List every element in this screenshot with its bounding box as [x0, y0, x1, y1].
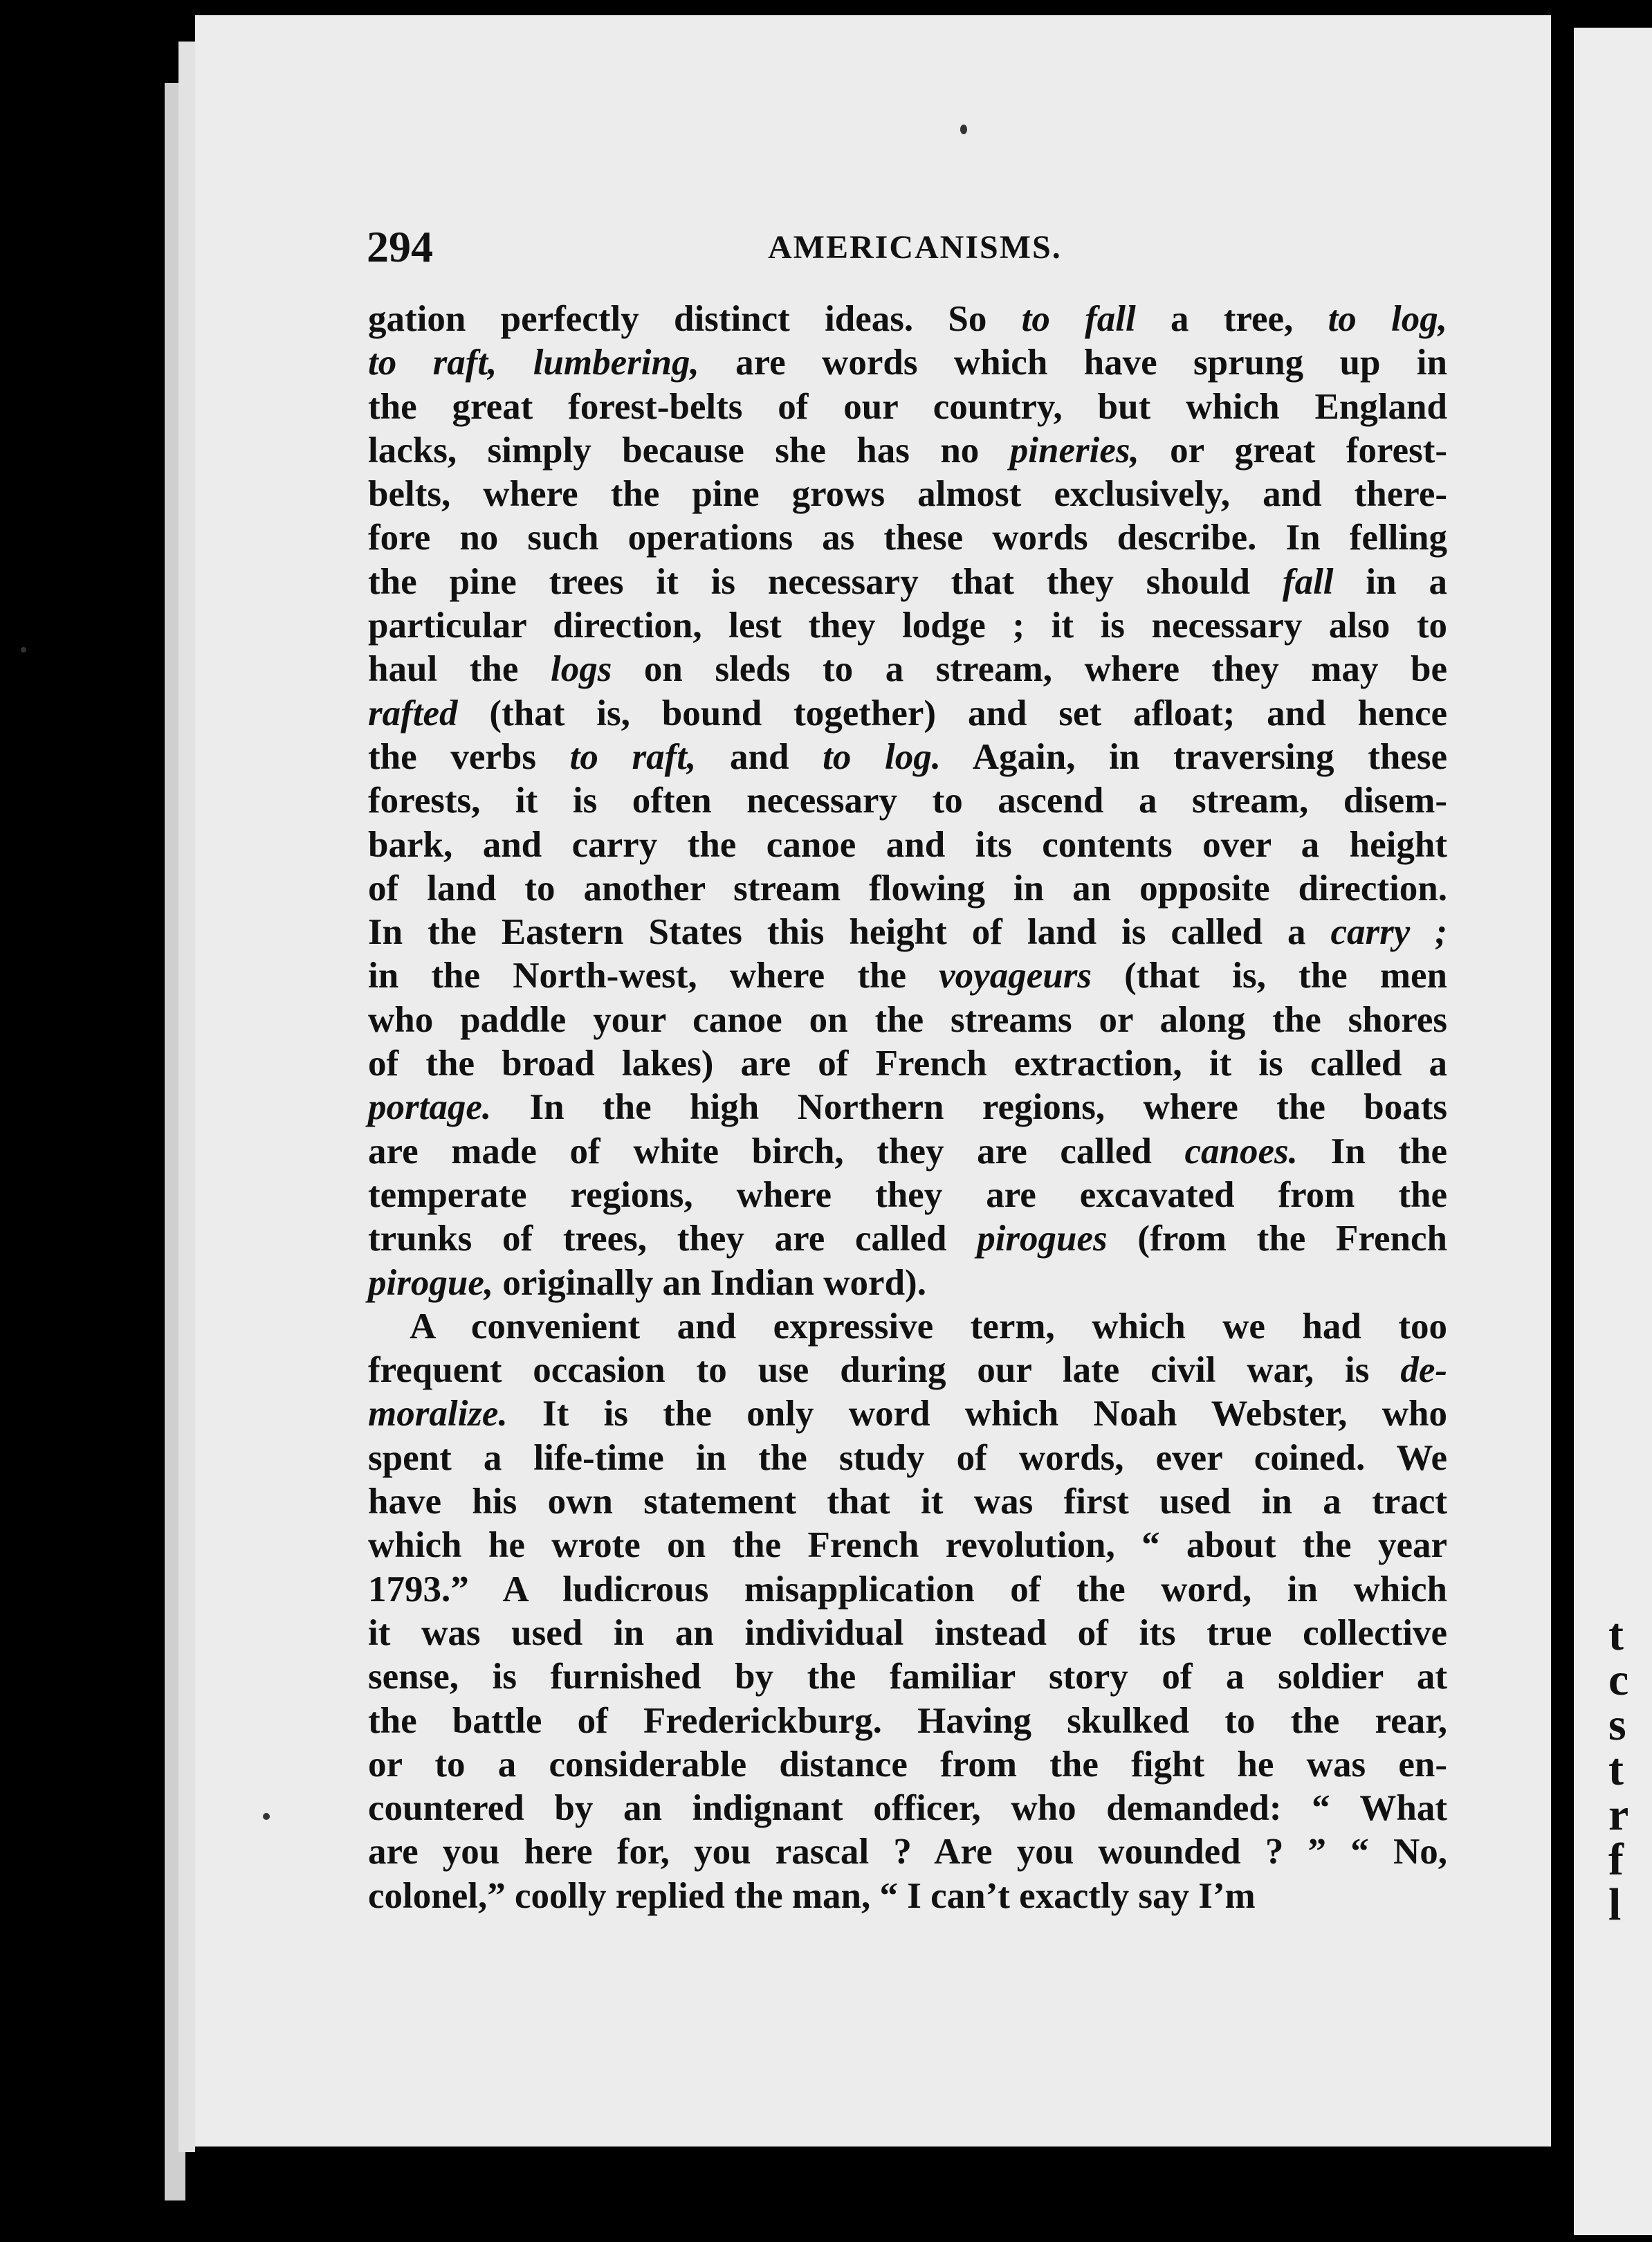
italic-term: to fall — [1021, 299, 1136, 339]
text-run: lacks, simply because she has no — [368, 430, 1010, 471]
text-run: who paddle your canoe on the streams or along the shores — [368, 999, 1447, 1040]
text-line — [368, 298, 1447, 341]
text-run: the great forest-belts of our country, but which England — [368, 386, 1447, 427]
running-head — [367, 221, 1474, 270]
text-run: Again, in traversing these — [940, 736, 1447, 777]
text-run: frequent occasion to use during our late civil war, is — [368, 1350, 1401, 1391]
facing-page-fragment: l — [1608, 1879, 1622, 1930]
text-run: in a — [1333, 561, 1447, 602]
text-run: of the broad lakes) are of French extraction, it is called a — [368, 1043, 1447, 1084]
running-title: AMERICANISMS. — [768, 229, 1062, 266]
text-line — [368, 1699, 1447, 1743]
text-run: particular direction, lest they lodge ; it is necessary also to — [368, 605, 1447, 646]
italic-term: pineries, — [1009, 430, 1139, 471]
text-run: In the — [1297, 1131, 1447, 1172]
text-run: or to a considerable distance from the fight he was en- — [368, 1744, 1447, 1785]
text-run: which he wrote on the French revolution, “ about the year — [368, 1525, 1447, 1566]
text-run: spent a life-time in the study of words, ever coined. We — [368, 1437, 1447, 1478]
text-line — [368, 823, 1447, 867]
italic-term: pirogues — [977, 1219, 1108, 1259]
text-run: and — [696, 736, 823, 777]
text-run: the battle of Frederickburg. Having skulked to the rear, — [368, 1700, 1447, 1741]
text-run: It is the only word which Noah Webster, who — [507, 1394, 1447, 1434]
text-line — [368, 779, 1447, 823]
text-line — [368, 954, 1447, 998]
page-number: 294 — [367, 222, 433, 271]
text-line — [368, 1655, 1447, 1699]
text-run: trunks of trees, they are called — [368, 1219, 978, 1259]
ink-speck — [263, 1813, 270, 1820]
italic-term: pirogue, — [368, 1262, 494, 1303]
facing-page-fragment: c — [1608, 1655, 1629, 1705]
italic-term: to raft, lumbering, — [368, 343, 699, 383]
text-line — [368, 1437, 1447, 1480]
text-line — [368, 692, 1447, 736]
text-run: fore no such operations as these words describe. In felling — [368, 518, 1447, 558]
italic-term: fall — [1282, 561, 1334, 602]
text-line — [368, 1349, 1447, 1392]
text-run: are words which have sprung up in — [699, 343, 1447, 383]
text-line — [368, 516, 1447, 560]
text-line — [368, 648, 1447, 691]
italic-term: to raft, — [569, 736, 697, 777]
text-run: originally an Indian word). — [493, 1262, 926, 1303]
text-line — [368, 1830, 1447, 1874]
text-run: colonel,” coolly replied the man, “ I can’t exactly say I’m — [368, 1875, 1256, 1916]
text-line — [368, 1743, 1447, 1787]
text-line — [368, 999, 1447, 1042]
text-run: bark, and carry the canoe and its contents over a height — [368, 824, 1447, 865]
text-run: A convenient and expressive term, which we had too — [410, 1306, 1447, 1347]
text-line — [368, 473, 1447, 516]
text-run: or great forest- — [1139, 430, 1447, 471]
text-line — [368, 867, 1447, 911]
text-run: haul the — [368, 649, 551, 690]
text-run: gation perfectly distinct ideas. So — [368, 299, 1022, 339]
italic-term: moralize. — [368, 1394, 508, 1434]
text-line — [368, 1174, 1447, 1217]
text-run: In the high Northern regions, where the boats — [491, 1087, 1447, 1128]
facing-page-fragment: r — [1608, 1789, 1629, 1840]
text-line — [368, 560, 1447, 604]
italic-term: canoes. — [1184, 1131, 1298, 1172]
text-run: In the Eastern States this height of land is called a — [368, 912, 1331, 953]
page-edge — [178, 42, 195, 2152]
italic-term: portage. — [368, 1087, 492, 1128]
italic-term: logs — [550, 649, 612, 690]
text-line — [368, 1612, 1447, 1655]
text-run: have his own statement that it was first used in a tract — [368, 1482, 1447, 1522]
text-run: (that is, the men — [1091, 956, 1448, 996]
text-run: (from the French — [1107, 1219, 1448, 1259]
facing-page-fragment: t — [1608, 1610, 1624, 1660]
text-run: are you here for, you rascal ? Are you wounded ? ” “ No, — [368, 1832, 1447, 1872]
text-run: 1793.” A ludicrous misapplication of the word, in which — [368, 1569, 1447, 1610]
ink-speck — [960, 125, 967, 134]
text-run: it was used in an individual instead of its true collective — [368, 1612, 1447, 1653]
facing-page-fragment: s — [1608, 1699, 1626, 1750]
text-line — [368, 604, 1447, 648]
text-line — [368, 736, 1447, 779]
text-run: in the North-west, where the — [368, 956, 939, 996]
text-line — [368, 1305, 1447, 1349]
text-run: (that is, bound together) and set afloat; and hence — [457, 693, 1447, 733]
text-line — [368, 1875, 1447, 1918]
text-run: sense, is furnished by the familiar story of a soldier at — [368, 1657, 1447, 1697]
text-run: belts, where the pine grows almost exclusively, and there- — [368, 474, 1447, 515]
text-line — [368, 341, 1447, 385]
italic-term: de- — [1400, 1350, 1447, 1391]
text-line — [368, 1480, 1447, 1524]
italic-term: to log, — [1328, 299, 1448, 339]
text-run: forests, it is often necessary to ascend a stream, disem- — [368, 781, 1447, 821]
text-line — [368, 1130, 1447, 1174]
text-run: the verbs — [368, 736, 570, 777]
italic-term: rafted — [368, 693, 458, 733]
text-run: a tree, — [1135, 299, 1328, 339]
text-line — [368, 1261, 1447, 1305]
body-text — [368, 298, 1447, 1918]
text-run: are made of white birch, they are called — [368, 1131, 1185, 1172]
italic-term: voyageurs — [939, 956, 1092, 996]
text-line — [368, 1086, 1447, 1129]
text-run: of land to another stream flowing in an opposite direction. — [368, 868, 1447, 909]
ink-speck — [21, 647, 26, 653]
facing-page-fragment: t — [1608, 1744, 1624, 1795]
text-run: countered by an indignant officer, who demanded: “ What — [368, 1788, 1447, 1829]
text-line — [368, 1217, 1447, 1261]
text-run: temperate regions, where they are excavated from the — [368, 1174, 1447, 1215]
text-run: the pine trees it is necessary that they should — [368, 561, 1283, 602]
facing-page-fragment: f — [1608, 1834, 1624, 1885]
text-line — [368, 1787, 1447, 1830]
text-line — [368, 1392, 1447, 1436]
italic-term: carry ; — [1330, 912, 1447, 953]
text-line — [368, 429, 1447, 473]
text-run: on sleds to a stream, where they may be — [612, 649, 1447, 690]
text-line — [368, 1568, 1447, 1612]
italic-term: to log. — [823, 736, 941, 777]
text-line — [368, 1042, 1447, 1086]
text-line — [368, 1524, 1447, 1567]
text-line — [368, 911, 1447, 954]
text-line — [368, 385, 1447, 429]
